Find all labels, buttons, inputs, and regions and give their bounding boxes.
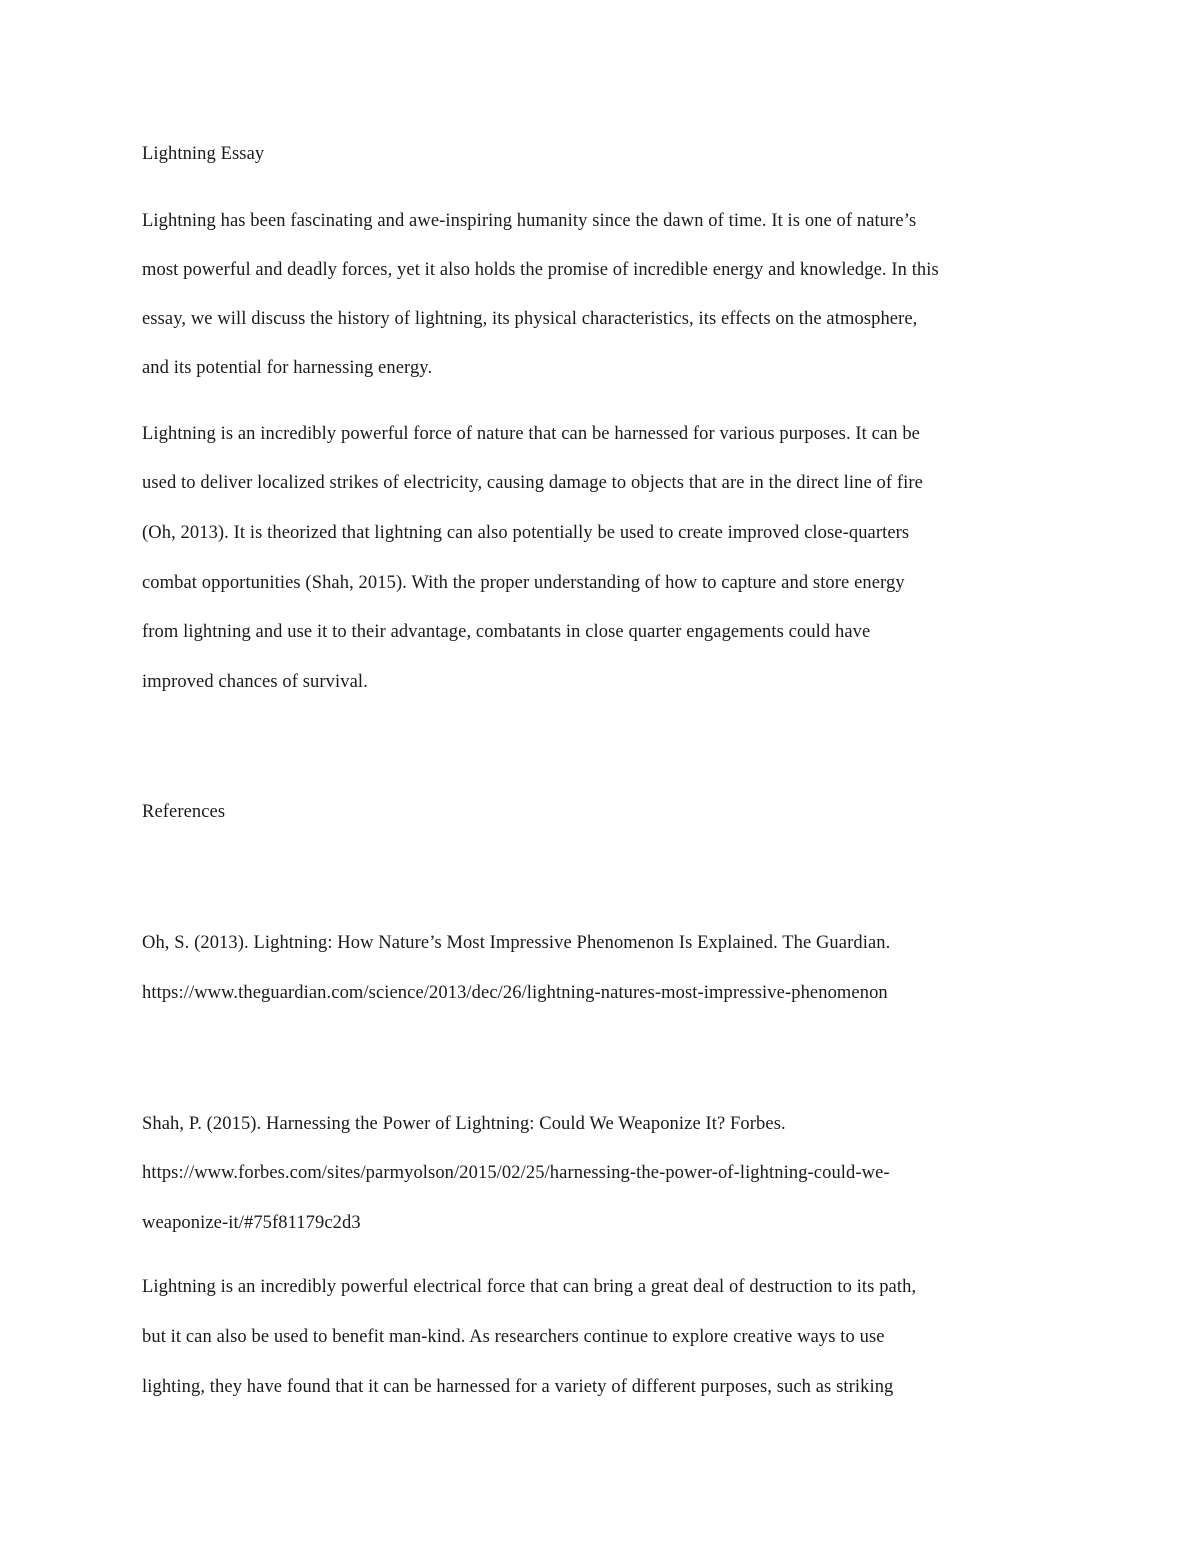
reference-citation: Shah, P. (2015). Harnessing the Power of Lightning: Could We Weaponize It? Forbes. [142, 1114, 786, 1134]
reference-url: https://www.theguardian.com/science/2013/dec/26/lightning-natures-most-impressive-phenomenon [142, 983, 888, 1003]
paragraph-line: Lightning has been fascinating and awe-inspiring humanity since the dawn of time. It is one of nature’s [142, 211, 917, 231]
paragraph-line: but it can also be used to benefit man-kind. As researchers continue to explore creative ways to use [142, 1327, 885, 1347]
essay-title: Lightning Essay [142, 144, 265, 164]
reference-url: https://www.forbes.com/sites/parmyolson/2015/02/25/harnessing-the-power-of-lightning-could-we- [142, 1163, 890, 1183]
paragraph-line: used to deliver localized strikes of electricity, causing damage to objects that are in the direct line of fire [142, 473, 923, 493]
paragraph-line: combat opportunities (Shah, 2015). With the proper understanding of how to capture and store energy [142, 573, 905, 593]
paragraph-line: Lightning is an incredibly powerful force of nature that can be harnessed for various purposes. It can be [142, 424, 920, 444]
paragraph-line: essay, we will discuss the history of lightning, its physical characteristics, its effects on the atmosphere, [142, 309, 918, 329]
references-heading: References [142, 802, 226, 822]
paragraph-line: and its potential for harnessing energy. [142, 358, 433, 378]
paragraph-line: Lightning is an incredibly powerful electrical force that can bring a great deal of destruction to its path, [142, 1277, 917, 1297]
paragraph-line: lighting, they have found that it can be harnessed for a variety of different purposes, such as striking [142, 1377, 894, 1397]
paragraph-line: most powerful and deadly forces, yet it also holds the promise of incredible energy and knowledge. In this [142, 260, 939, 280]
reference-url: weaponize-it/#75f81179c2d3 [142, 1213, 361, 1233]
paragraph-line: (Oh, 2013). It is theorized that lightning can also potentially be used to create improved close-quarters [142, 523, 910, 543]
paragraph-line: from lightning and use it to their advantage, combatants in close quarter engagements could have [142, 622, 871, 642]
paragraph-line: improved chances of survival. [142, 672, 368, 692]
reference-citation: Oh, S. (2013). Lightning: How Nature’s Most Impressive Phenomenon Is Explained. The Guardian. [142, 933, 891, 953]
